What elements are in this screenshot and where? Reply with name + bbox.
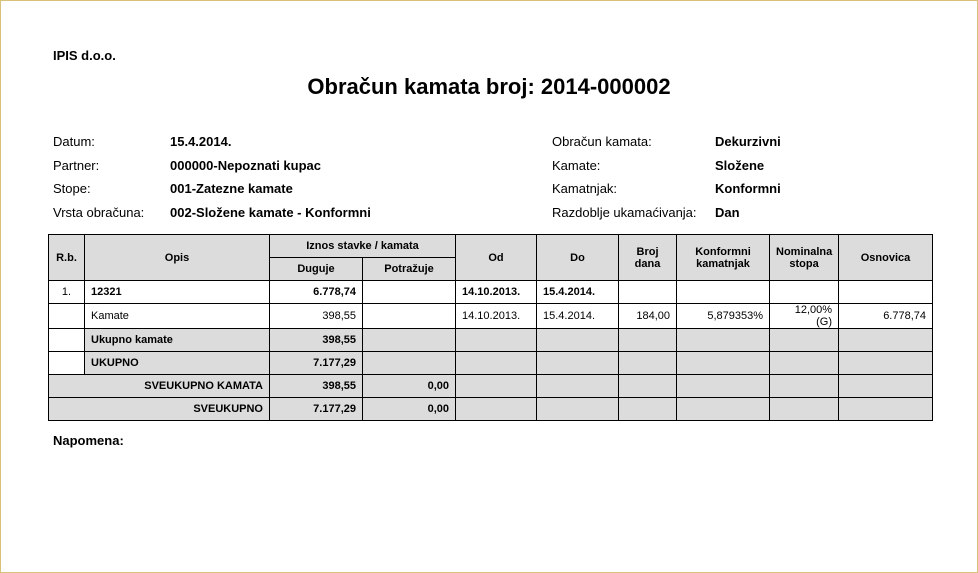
cell-osnovica bbox=[839, 398, 933, 421]
cell-potrazuje bbox=[363, 329, 456, 352]
table-row-sveukupno-kamata bbox=[49, 375, 933, 398]
info-value: 000000-Nepoznati kupac bbox=[170, 157, 322, 173]
info-right bbox=[552, 130, 781, 224]
cell-od bbox=[456, 329, 537, 352]
info-label: Stope: bbox=[53, 181, 91, 197]
info-value: Složene bbox=[715, 157, 765, 173]
cell-rb bbox=[49, 304, 85, 329]
cell-potrazuje: 0,00 bbox=[363, 398, 456, 421]
col-header-osnovica: Osnovica bbox=[839, 235, 933, 281]
cell-broj-dana bbox=[619, 281, 677, 304]
cell-total-label: SVEUKUPNO KAMATA bbox=[49, 375, 270, 398]
cell-opis: Ukupno kamate bbox=[85, 329, 270, 352]
cell-rb bbox=[49, 352, 85, 375]
info-label: Kamatnjak: bbox=[552, 181, 618, 197]
cell-osnovica bbox=[839, 352, 933, 375]
cell-nominalna bbox=[770, 329, 839, 352]
cell-do bbox=[537, 329, 619, 352]
info-row-vrsta bbox=[53, 201, 371, 225]
cell-od: 14.10.2013. bbox=[456, 304, 537, 329]
info-label: Datum: bbox=[53, 134, 95, 150]
cell-od: 14.10.2013. bbox=[456, 281, 537, 304]
col-header-potrazuje: Potražuje bbox=[363, 258, 456, 281]
cell-od bbox=[456, 398, 537, 421]
cell-total-label: SVEUKUPNO bbox=[49, 398, 270, 421]
col-header-duguje: Duguje bbox=[270, 258, 363, 281]
table-row-sveukupno bbox=[49, 398, 933, 421]
info-value: 002-Složene kamate - Konformni bbox=[170, 204, 371, 220]
cell-osnovica bbox=[839, 281, 933, 304]
col-header-line: Nominalna bbox=[776, 245, 833, 258]
cell-od bbox=[456, 375, 537, 398]
cell-konformni bbox=[677, 281, 770, 304]
info-value: 001-Zatezne kamate bbox=[170, 181, 293, 197]
cell-potrazuje bbox=[363, 281, 456, 304]
cell-nominalna bbox=[770, 375, 839, 398]
cell-broj-dana bbox=[619, 352, 677, 375]
cell-osnovica bbox=[839, 375, 933, 398]
info-label: Razdoblje ukamaćivanja: bbox=[552, 204, 697, 220]
info-label: Partner: bbox=[53, 157, 100, 173]
cell-duguje: 398,55 bbox=[270, 329, 363, 352]
col-header-iznos: Iznos stavke / kamata bbox=[270, 235, 456, 258]
cell-potrazuje bbox=[363, 304, 456, 329]
cell-opis: Kamate bbox=[85, 304, 270, 329]
cell-osnovica: 6.778,74 bbox=[839, 304, 933, 329]
cell-do bbox=[537, 375, 619, 398]
info-left bbox=[53, 130, 371, 224]
col-header-konformni bbox=[677, 235, 770, 281]
cell-duguje: 7.177,29 bbox=[270, 352, 363, 375]
report-title: Obračun kamata broj: 2014-000002 bbox=[307, 74, 671, 99]
info-label: Obračun kamata: bbox=[552, 134, 652, 150]
col-header-line: dana bbox=[634, 257, 661, 270]
cell-potrazuje bbox=[363, 352, 456, 375]
info-row-kamatnjak bbox=[552, 177, 781, 201]
cell-opis: 12321 bbox=[85, 281, 270, 304]
table-row-kamate bbox=[49, 304, 933, 329]
col-header-line: stopa bbox=[789, 257, 819, 270]
cell-opis: UKUPNO bbox=[85, 352, 270, 375]
col-header-line: kamatnjak bbox=[696, 257, 750, 270]
interest-table bbox=[48, 234, 933, 421]
cell-potrazuje: 0,00 bbox=[363, 375, 456, 398]
cell-do: 15.4.2014. bbox=[537, 304, 619, 329]
cell-broj-dana bbox=[619, 398, 677, 421]
table-row-ukupno bbox=[49, 352, 933, 375]
col-header-od: Od bbox=[456, 235, 537, 281]
col-header-nominalna bbox=[770, 235, 839, 281]
info-row-stope bbox=[53, 177, 371, 201]
info-value: Dan bbox=[715, 204, 740, 220]
cell-broj-dana: 184,00 bbox=[619, 304, 677, 329]
cell-konformni: 5,879353% bbox=[677, 304, 770, 329]
info-row-razdoblje bbox=[552, 201, 781, 225]
cell-nominalna bbox=[770, 398, 839, 421]
col-header-opis: Opis bbox=[85, 235, 270, 281]
cell-broj-dana bbox=[619, 375, 677, 398]
info-row-partner bbox=[53, 154, 371, 178]
header-row bbox=[49, 235, 933, 258]
cell-duguje: 398,55 bbox=[270, 304, 363, 329]
info-row-kamate bbox=[552, 154, 781, 178]
cell-duguje: 6.778,74 bbox=[270, 281, 363, 304]
cell-konformni bbox=[677, 375, 770, 398]
info-value: Dekurzivni bbox=[715, 134, 781, 150]
cell-duguje: 398,55 bbox=[270, 375, 363, 398]
cell-konformni bbox=[677, 329, 770, 352]
cell-nominalna bbox=[770, 281, 839, 304]
table-row-item bbox=[49, 281, 933, 304]
table-row-ukupno-kamate bbox=[49, 329, 933, 352]
info-value: 15.4.2014. bbox=[170, 134, 232, 150]
cell-nominalna bbox=[770, 352, 839, 375]
cell-konformni bbox=[677, 352, 770, 375]
info-label: Kamate: bbox=[552, 157, 601, 173]
col-header-rb: R.b. bbox=[49, 235, 85, 281]
info-value: Konformni bbox=[715, 181, 781, 197]
company-name: IPIS d.o.o. bbox=[53, 48, 116, 63]
cell-osnovica bbox=[839, 329, 933, 352]
cell-od bbox=[456, 352, 537, 375]
cell-konformni bbox=[677, 398, 770, 421]
cell-do bbox=[537, 398, 619, 421]
cell-duguje: 7.177,29 bbox=[270, 398, 363, 421]
cell-rb: 1. bbox=[49, 281, 85, 304]
cell-rb bbox=[49, 329, 85, 352]
info-row-obracun bbox=[552, 130, 781, 154]
cell-do: 15.4.2014. bbox=[537, 281, 619, 304]
cell-do bbox=[537, 352, 619, 375]
col-header-line: Broj bbox=[636, 245, 659, 258]
cell-broj-dana bbox=[619, 329, 677, 352]
col-header-line: Konformni bbox=[695, 245, 751, 258]
col-header-broj-dana bbox=[619, 235, 677, 281]
info-row-datum bbox=[53, 130, 371, 154]
info-label: Vrsta obračuna: bbox=[53, 204, 145, 220]
cell-nominalna: 12,00% (G) bbox=[770, 304, 839, 329]
col-header-do: Do bbox=[537, 235, 619, 281]
note-label: Napomena: bbox=[53, 433, 124, 448]
